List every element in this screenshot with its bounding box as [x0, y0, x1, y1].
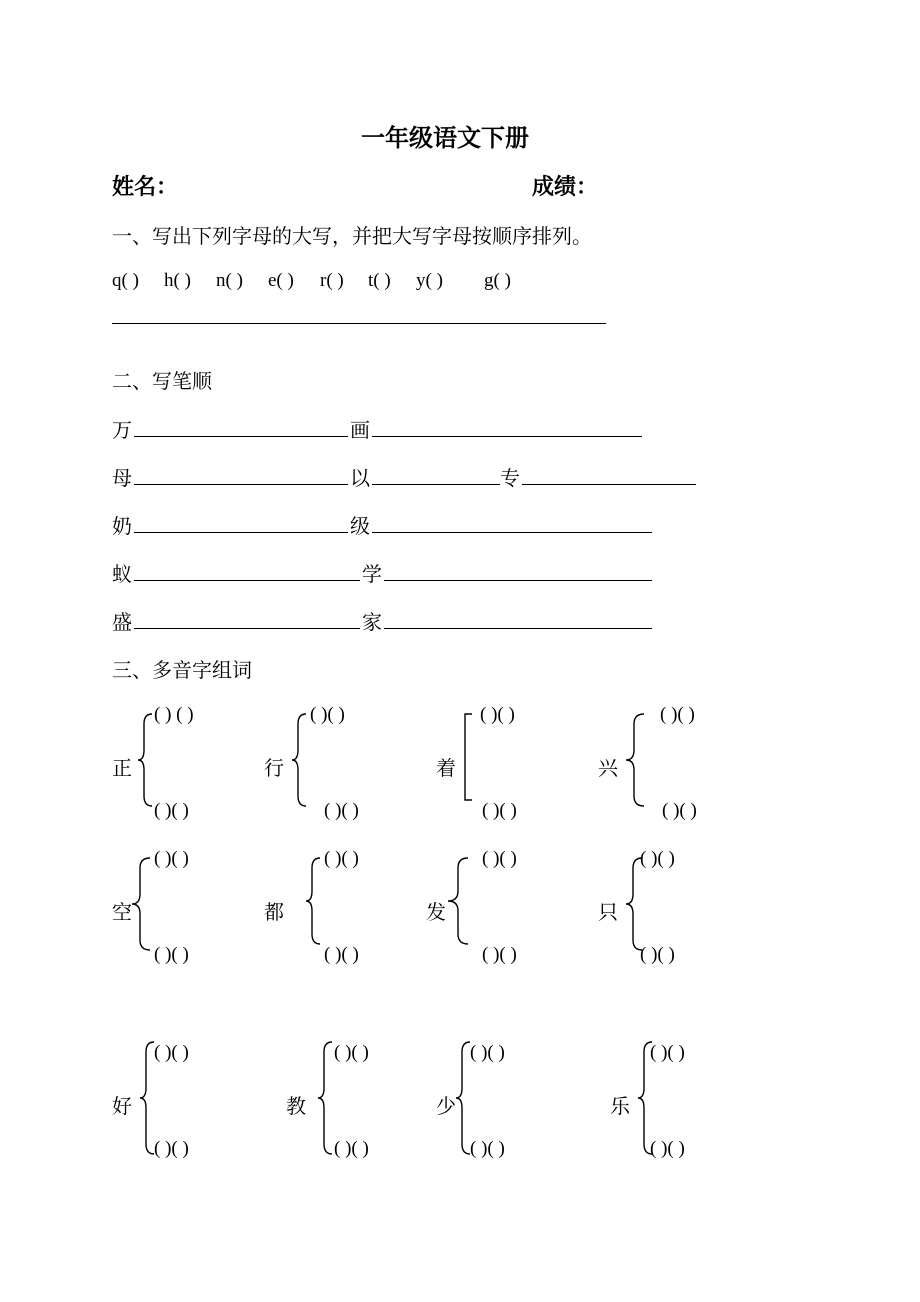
stroke-char-wan: 万 [112, 420, 132, 442]
stroke-char-yi-ant: 蚁 [112, 564, 132, 586]
paren-blank: ( )( ) [660, 704, 695, 725]
paren-blank: ( )( ) [482, 800, 517, 821]
poly-char-dou: 都 [264, 902, 284, 924]
stroke-char-ji: 级 [350, 516, 370, 538]
poly-char-le: 乐 [610, 1096, 630, 1118]
brace-icon [624, 712, 648, 808]
brace-icon [290, 712, 310, 808]
bracket-icon [458, 712, 478, 802]
paren-blank: ( )( ) [482, 848, 517, 869]
paren-blank: ( )( ) [154, 800, 189, 821]
stroke-char-zhuan: 专 [500, 468, 520, 490]
paren-blank: ( )( ) [310, 704, 345, 725]
paren-blank: ( )( ) [482, 944, 517, 965]
brace-icon [136, 712, 156, 808]
brace-icon [130, 856, 154, 952]
stroke-line [372, 484, 500, 485]
poly-char-xing-xing: 兴 [598, 758, 618, 780]
stroke-char-mu: 母 [112, 468, 132, 490]
paren-blank: ( )( ) [662, 800, 697, 821]
paren-blank: ( )( ) [154, 1042, 189, 1063]
stroke-char-nai: 奶 [112, 516, 132, 538]
stroke-char-hua: 画 [350, 420, 370, 442]
answer-line: —————————————————————————— [112, 312, 606, 333]
stroke-line [134, 484, 348, 485]
paren-blank: ( )( ) [470, 1042, 505, 1063]
paren-blank: ( )( ) [334, 1138, 369, 1159]
letter-q: q( ) [112, 270, 139, 291]
paren-blank: ( )( ) [480, 704, 515, 725]
paren-blank: ( )( ) [640, 848, 675, 869]
stroke-line [384, 580, 652, 581]
brace-icon [624, 856, 646, 952]
paren-blank: ( ) ( ) [154, 704, 194, 725]
brace-icon [446, 856, 472, 946]
letter-e: e( ) [268, 270, 294, 291]
stroke-char-xue: 学 [362, 564, 382, 586]
paren-blank: ( )( ) [640, 944, 675, 965]
letter-r: r( ) [320, 270, 344, 291]
letter-g: g( ) [484, 270, 511, 291]
score-label: 成绩： [532, 174, 599, 199]
paren-blank: ( )( ) [154, 848, 189, 869]
stroke-line [134, 532, 348, 533]
poly-char-hao: 好 [112, 1096, 132, 1118]
stroke-char-jia: 家 [362, 612, 382, 634]
stroke-line [134, 580, 360, 581]
paren-blank: ( )( ) [154, 944, 189, 965]
paren-blank: ( )( ) [154, 1138, 189, 1159]
paren-blank: ( )( ) [324, 944, 359, 965]
stroke-line [134, 436, 348, 437]
poly-char-zhe: 着 [436, 758, 456, 780]
paren-blank: ( )( ) [334, 1042, 369, 1063]
letter-y: y( ) [416, 270, 443, 291]
section3-heading: 三、多音字组词 [112, 660, 252, 682]
name-label: 姓名： [112, 174, 179, 199]
section2-heading: 二、写笔顺 [112, 371, 212, 393]
letter-t: t( ) [368, 270, 391, 291]
poly-char-kong: 空 [112, 902, 132, 924]
stroke-line [522, 484, 696, 485]
stroke-line [134, 628, 360, 629]
letter-n: n( ) [216, 270, 243, 291]
poly-char-shao: 少 [436, 1096, 456, 1118]
poly-char-zheng: 正 [112, 758, 132, 780]
stroke-line [384, 628, 652, 629]
paren-blank: ( )( ) [470, 1138, 505, 1159]
section1-heading: 一、写出下列字母的大写，并把大写字母按顺序排列。 [112, 226, 592, 248]
page-title: 一年级语文下册 [361, 126, 529, 152]
paren-blank: ( )( ) [650, 1138, 685, 1159]
poly-char-zhi: 只 [598, 902, 618, 924]
stroke-line [372, 436, 642, 437]
paren-blank: ( )( ) [324, 800, 359, 821]
poly-char-fa: 发 [426, 902, 446, 924]
paren-blank: ( )( ) [650, 1042, 685, 1063]
stroke-line [372, 532, 652, 533]
letter-h: h( ) [164, 270, 191, 291]
brace-icon [316, 1040, 336, 1156]
poly-char-xing: 行 [264, 758, 284, 780]
stroke-char-sheng: 盛 [112, 612, 132, 634]
brace-icon [304, 856, 324, 946]
poly-char-jiao: 教 [286, 1096, 306, 1118]
paren-blank: ( )( ) [324, 848, 359, 869]
stroke-char-yi: 以 [350, 468, 370, 490]
